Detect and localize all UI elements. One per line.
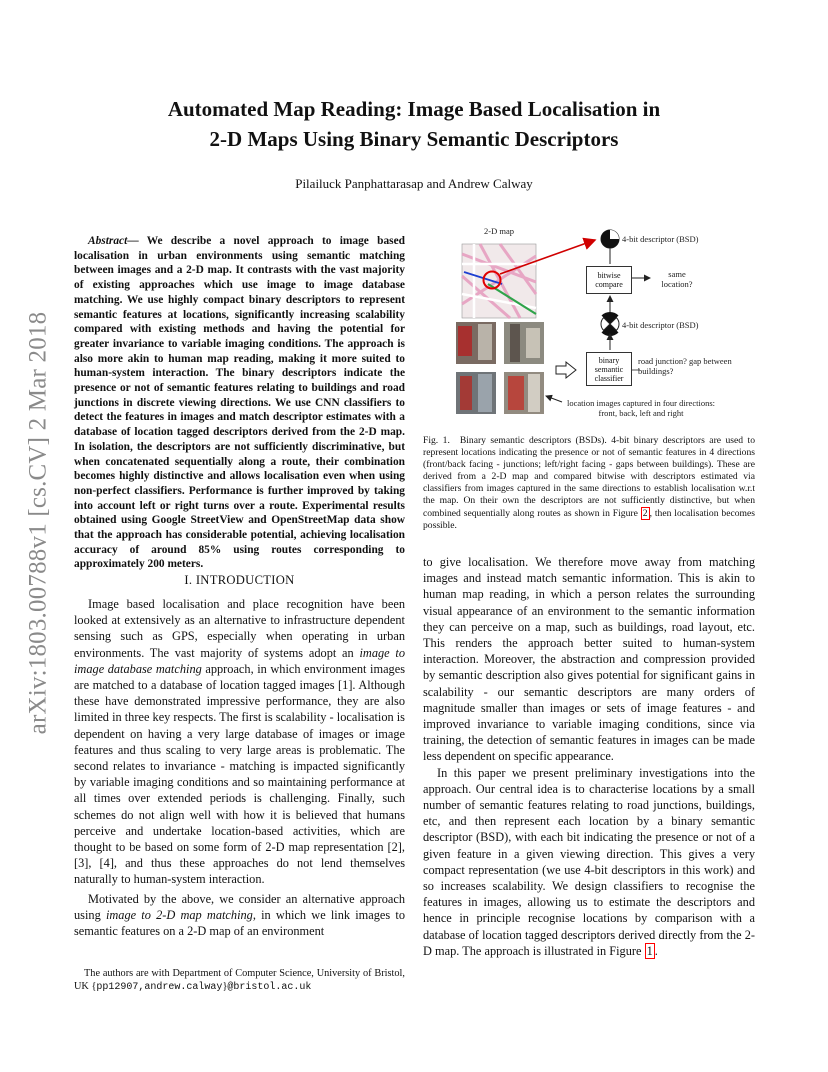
paper-title [100,94,728,154]
footnote-domain: @bristol.ac.uk [227,982,312,993]
title-line-1: Automated Map Reading: Image Based Localisation in [167,97,661,121]
figure-1-caption [423,435,755,532]
arxiv-identifier [22,288,54,758]
intro-p2-emphasis: image to 2-D map matching [105,907,253,922]
right-paragraph-2 [423,765,755,959]
section-heading: I. INTRODUCTION [184,573,295,587]
figure-1 [450,224,750,424]
footnote-brace-open: { [91,981,97,992]
intro-p1-text-a: Image based localisation and place recognition have been looked at extensively as an alternative to infrastructure dependent sensing such as GPS, especially when operating in urban environments. The vast majority of systems adopt an [74,597,405,660]
figure-bsd-middle-label: 4-bit descriptor (BSD) [622,320,699,330]
footnote-emails: pp12907,andrew.calway [96,982,223,993]
figure-same-location-label: same location? [661,269,693,289]
footnote-brace-close: } [222,981,228,992]
figure-images-note: location images captured in four directions: front, back, left and right [567,398,715,418]
figure-1-ref-link[interactable]: 1 [646,943,653,958]
figure-bsd-top-label: 4-bit descriptor (BSD) [622,234,699,244]
footnote [74,967,405,994]
authors: Pilailuck Panphattarasap and Andrew Calway [295,176,533,191]
abstract-label: Abstract [88,235,128,247]
right-p2-text-b: . [654,943,658,958]
descriptor-icon-middle [601,312,619,336]
intro-p2-text-a: Motivated by the above, we consider an alternative approach using [74,891,405,922]
abstract-text: We describe a novel approach to image based localisation in urban environments using semantic matching between images and a 2-D map. It contrasts with the vast majority of existing approaches which use image to image database matching. We use highly compact binary descriptors to represent semantic features at locations, significantly increasing scalability compared with existing methods and having the potential for greater invariance to variable imaging conditions. The approach is also more akin to human map reading, making it more suited to human-system interaction. The binary descriptors indicate the presence or not of semantic features relating to buildings and road junctions in discrete viewing directions. We use CNN classifiers to detect the features in images and match descriptor estimates with a database of location tagged descriptors derived from the 2-D map. In isolation, the descriptors are not sufficiently discriminative, but when concatenated sequentially along a route, their combination becomes highly distinctive and allows localisation even when using non-perfect classifiers. Performance is further improved by taking into account left or right turns over a route. Experimental results obtained using Google StreetView and OpenStreetMap data show that the approach has considerable potential, achieving localisation accuracy of around 85% using routes corresponding to approximately 200 meters. [74,235,405,571]
map-thumbnail [462,244,536,318]
abstract-dash: — [127,235,139,247]
intro-p1-emphasis: image to image database matching [74,645,405,676]
figure-questions-label: road junction? gap between buildings? [638,356,732,376]
street-image-thumbnails [456,322,544,414]
intro-p1-text-b: approach, in which environment images are matched to a database of location tagged images [1]. Although these have demonstrated impressive performance, they are also limited in three key respects. The first is scalability - localisation is dependent on having a very large database of images or image features and thus scaling to very large areas is problematic. The second relates to invariance - matching is impacted significantly by variable imaging conditions and so maintaining performance at all times over extended periods is challenging. Finally, such schemes do not align well with how it is believed that humans perceive and undertake location-based activities, which are thought to be based on some form of 2-D map representation [2], [3], [4], and thus these approaches do not lend themselves naturally to human-system interaction. [74,661,405,887]
figure-bitwise-compare-box: bitwise compare [586,266,632,294]
caption-text-a: Binary semantic descriptors (BSDs). 4-bit binary descriptors are used to represent locations indicating the presence or not of semantic features in 4 directions (front/back facing - junctions; left/right facing - gaps between buildings). These are derived from a 2-D map and compared bitwise with descriptors estimated via classifiers from images captured in the same directions to establish localisation w.r.t the map. On their own the descriptors are not sufficiently distinctive, but when combined sequentially along routes as shown in Figure [423,435,755,519]
introduction-text [74,596,405,939]
right-p2-text-a: In this paper we present preliminary investigations into the approach. Our central idea is to characterise locations by a small number of semantic features relating to road junctions, buildings, etc, and then represent each location by a binary semantic descriptor (BSD), with each bit indicating the presence or not of a given feature in a given viewing direction. This gives a very compact representation (we use 4-bit descriptors in this work) and so increases scalability. We design classifiers to recognise the features in images, allowing us to estimate the descriptors and hence in principle recognise locations by comparison with a database of location tagged descriptors derived directly from the 2-D map. The approach is illustrated in Figure [423,765,755,958]
figure-map-label: 2-D map [484,226,514,236]
right-column-text [423,554,755,959]
caption-label: Fig. 1. [423,435,450,446]
abstract [74,234,405,572]
images-to-classifier-arrow [556,362,576,378]
intro-paragraph-2 [74,891,405,940]
caption-text-b: , then localisation becomes possible. [423,507,755,531]
descriptor-icon-top [601,230,619,248]
footnote-affiliation: The authors are with Department of Computer Science, University of Bristol, UK [74,968,405,992]
right-paragraph-1: to give localisation. We therefore move away from matching images and instead match semantic information. This is akin to human map reading, in which a person relates the surrounding visual appearance of an environment to the semantic information they can perceive on a map, such as buildings, road layout, etc. This renders the approach better suited to human-system interaction. Moreover, the abstraction and compression provided by semantic description also gives potential for significant gains in scalability - our semantic descriptors are many orders of magnitude smaller than images or sets of image features - and improved invariance to variable imaging conditions, since via training, the detection of semantic features in images can be made less dependent on specific appearance. [423,555,755,764]
figure-1-graphic [450,224,750,424]
caption-figure-ref-link[interactable]: 2 [642,507,648,519]
figure-classifier-box: binary semantic classifier [586,352,632,386]
title-line-2: 2-D Maps Using Binary Semantic Descriptors [209,127,619,151]
intro-p2-text-b: , in which we link images to semantic features on a 2-D map of an environment [74,907,405,939]
intro-paragraph-1 [74,596,405,888]
arxiv-identifier-text: arXiv:1803.00788v1 [cs.CV] 2 Mar 2018 [24,311,51,735]
